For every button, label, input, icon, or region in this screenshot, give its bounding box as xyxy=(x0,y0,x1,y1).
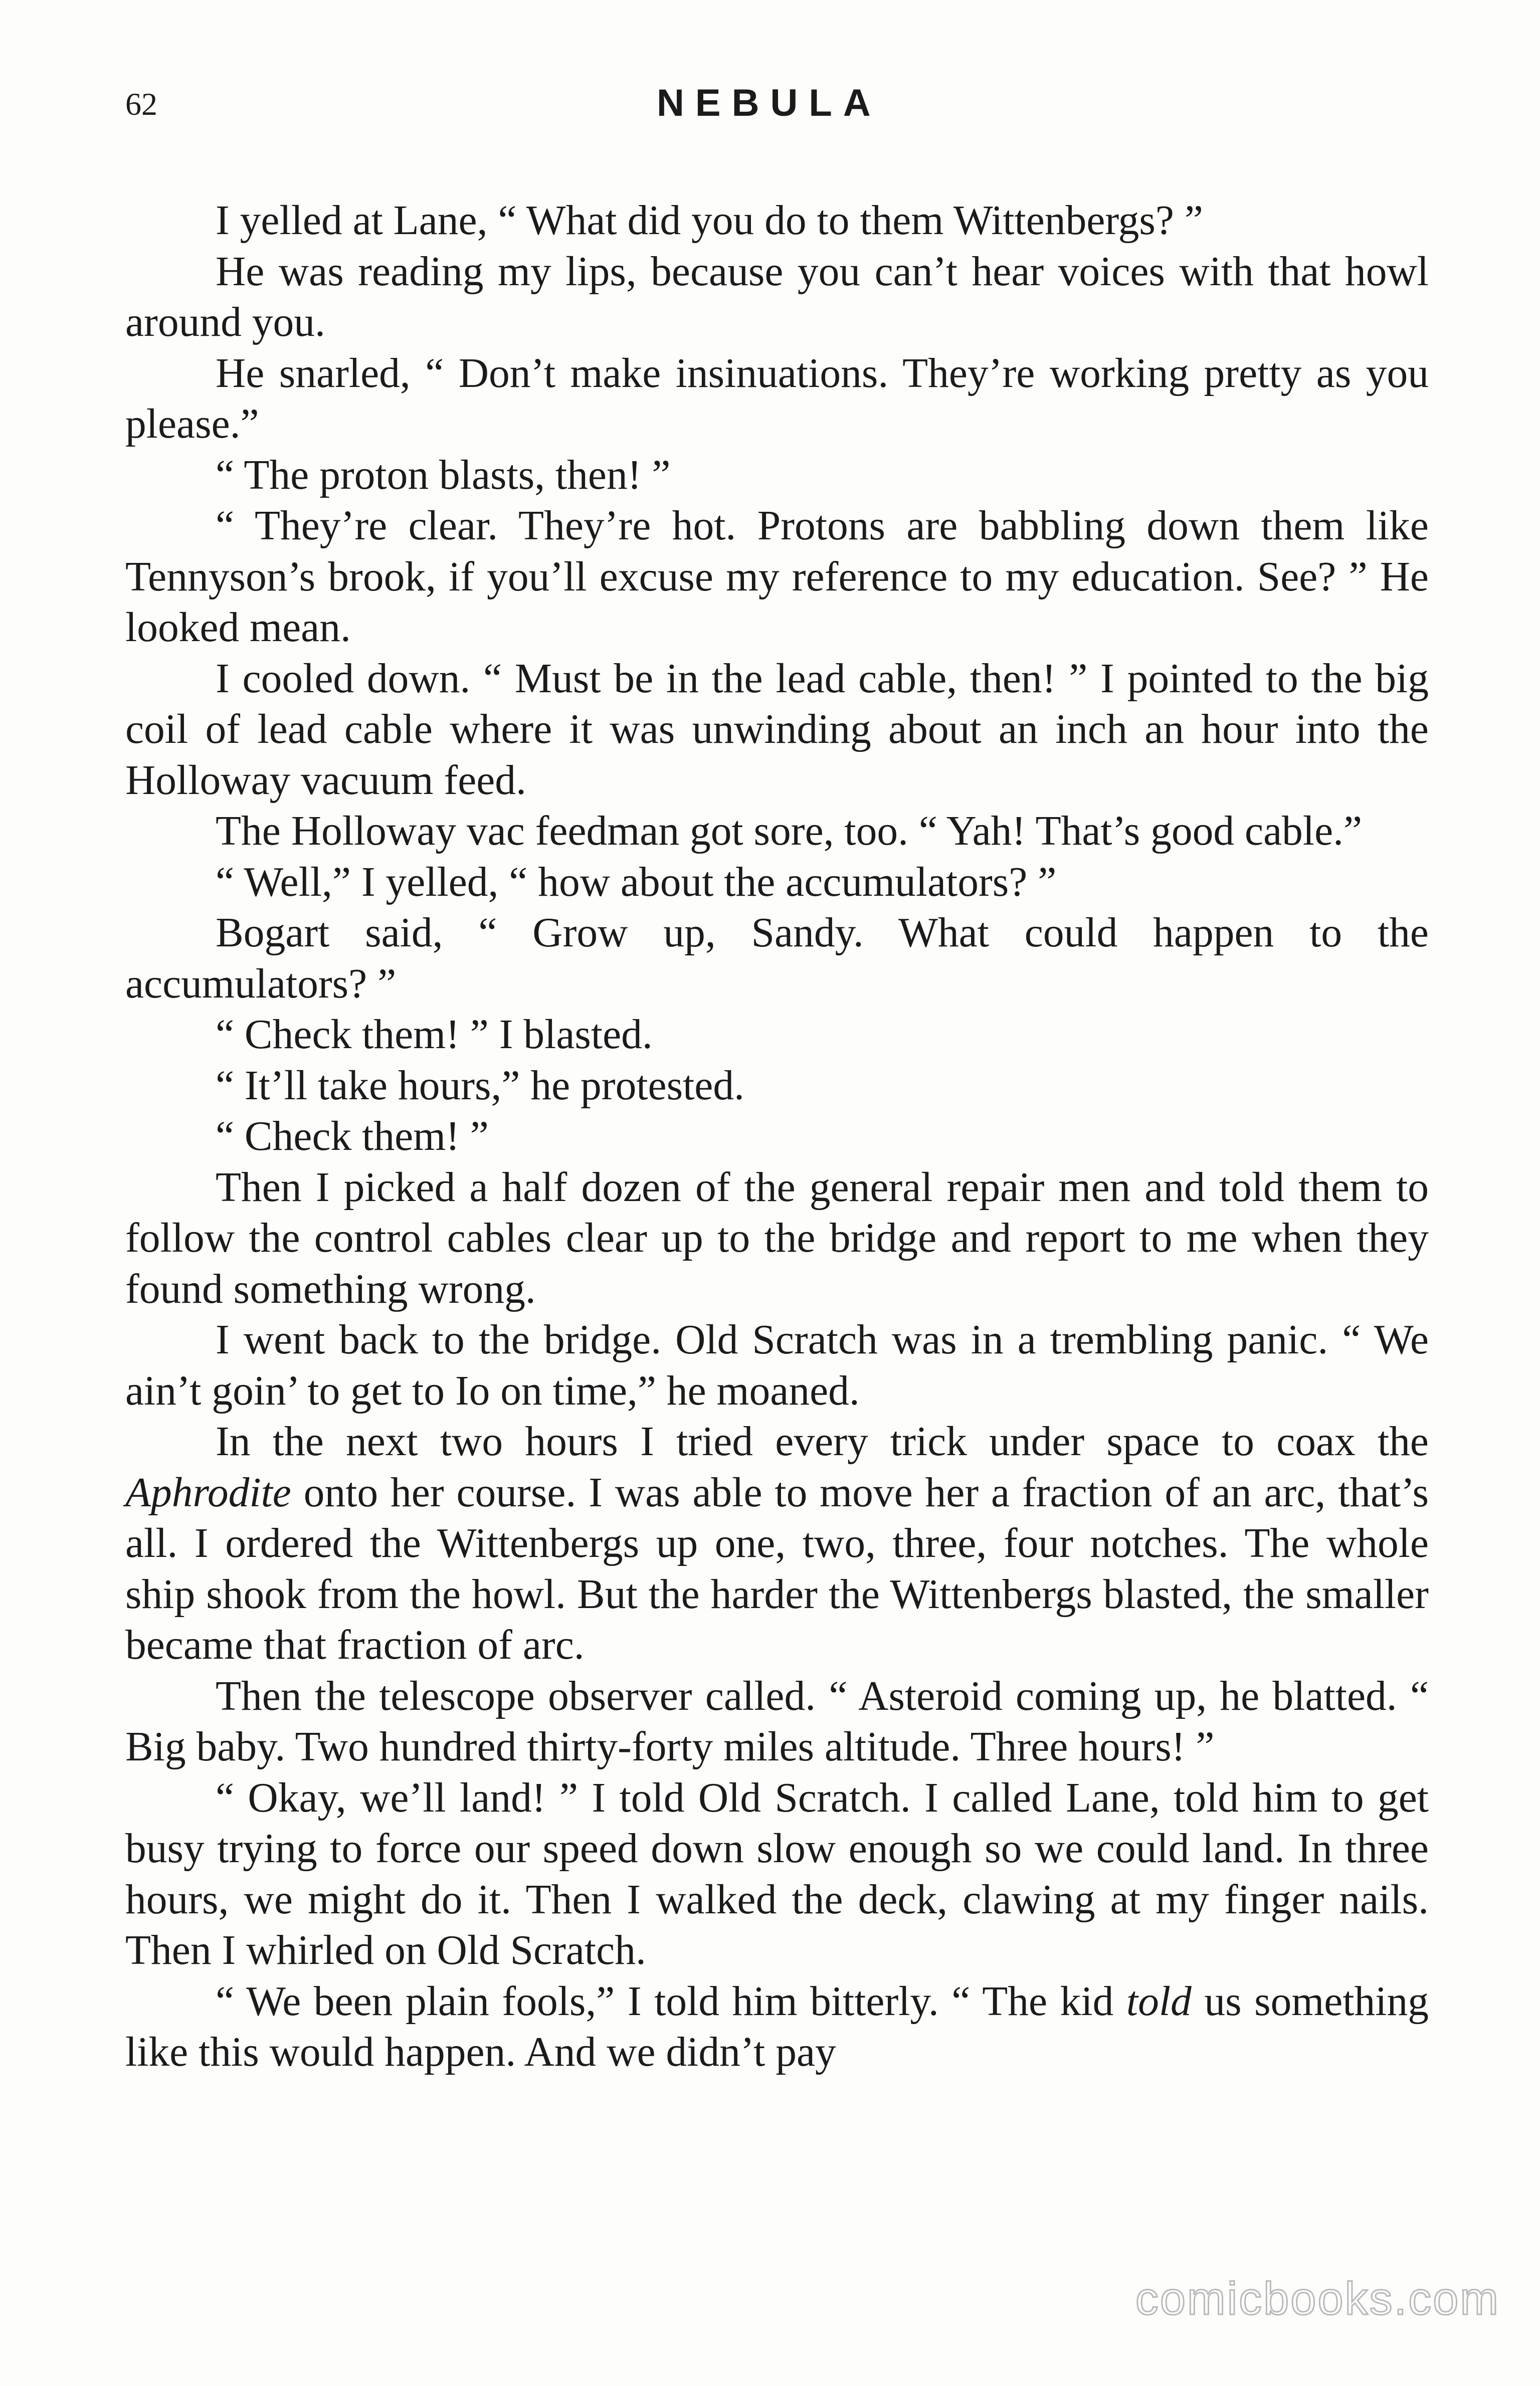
paragraph: “ Okay, we’ll land! ” I told Old Scratch. I called Lane, told him to get busy trying to force our speed down slow enough so we could land. In three hours, we might do it. Then I walked the deck, clawing at my finger nails. Then I whirled on Old Scratch. xyxy=(125,1774,1429,1973)
paragraph: Then the telescope observer called. “ Asteroid coming up, he blatted. “ Big baby. Two hundred thirty-forty miles altitude. Three hours! ” xyxy=(125,1673,1429,1770)
paragraph: I yelled at Lane, “ What did you do to them Wittenbergs? ” xyxy=(216,197,1203,244)
paragraph: “ It’ll take hours,” he protested. xyxy=(216,1062,744,1109)
paragraph: I cooled down. “ Must be in the lead cable, then! ” I pointed to the big coil of lead cable where it was unwinding about an inch an hour into the Holloway vacuum feed. xyxy=(125,655,1429,804)
page-number: 62 xyxy=(125,86,157,122)
text-run: “ We been plain fools,” I told him bitterly. “ The kid xyxy=(216,1978,1126,2025)
magazine-title: NEBULA xyxy=(657,82,882,124)
text-run: onto her course. I was able to move her a fraction of an arc, that’s all. I ordered the Wittenbergs up one, two, three, four notches. The whole ship shook from the howl. But the harder the Wittenbergs blasted, the smaller became that fraction of arc. xyxy=(125,1469,1429,1668)
paragraph: He snarled, “ Don’t make insinuations. They’re working pretty as you please.” xyxy=(125,350,1429,447)
paragraph: The Holloway vac feedman got sore, too. “ Yah! That’s good cable.” xyxy=(216,808,1363,854)
paragraph: I went back to the bridge. Old Scratch was in a trembling panic. “ We ain’t goin’ to get to Io on time,” he moaned. xyxy=(125,1317,1429,1414)
story-text xyxy=(125,195,1429,2078)
paragraph xyxy=(125,1417,1429,1671)
text-run: us something like this would happen. And we didn’t pay xyxy=(125,1978,1429,2075)
paragraph: “ Check them! ” I blasted. xyxy=(216,1012,653,1058)
running-head xyxy=(125,84,1429,139)
paragraph: “ The proton blasts, then! ” xyxy=(216,452,671,498)
paragraph: He was reading my lips, because you can’t hear voices with that howl around you. xyxy=(125,248,1429,345)
paragraph: “ Well,” I yelled, “ how about the accumulators? ” xyxy=(216,859,1057,905)
paragraph: “ They’re clear. They’re hot. Protons are babbling down them like Tennyson’s brook, if you’ll excuse my reference to my education. See? ” He looked mean. xyxy=(125,503,1429,651)
watermark: comicbooks.com xyxy=(1135,2273,1500,2324)
paragraph xyxy=(125,1976,1429,2078)
paragraph: Then I picked a half dozen of the general repair men and told them to follow the control cables clear up to the bridge and report to me when they found something wrong. xyxy=(125,1164,1429,1312)
text-run: In the next two hours I tried every trick under space to coax the xyxy=(216,1419,1429,1465)
paragraph: Bogart said, “ Grow up, Sandy. What could happen to the accumulators? ” xyxy=(125,910,1429,1007)
ship-name: Aphrodite xyxy=(125,1469,291,1516)
paragraph: “ Check them! ” xyxy=(216,1113,489,1159)
emphasis: told xyxy=(1126,1978,1192,2025)
